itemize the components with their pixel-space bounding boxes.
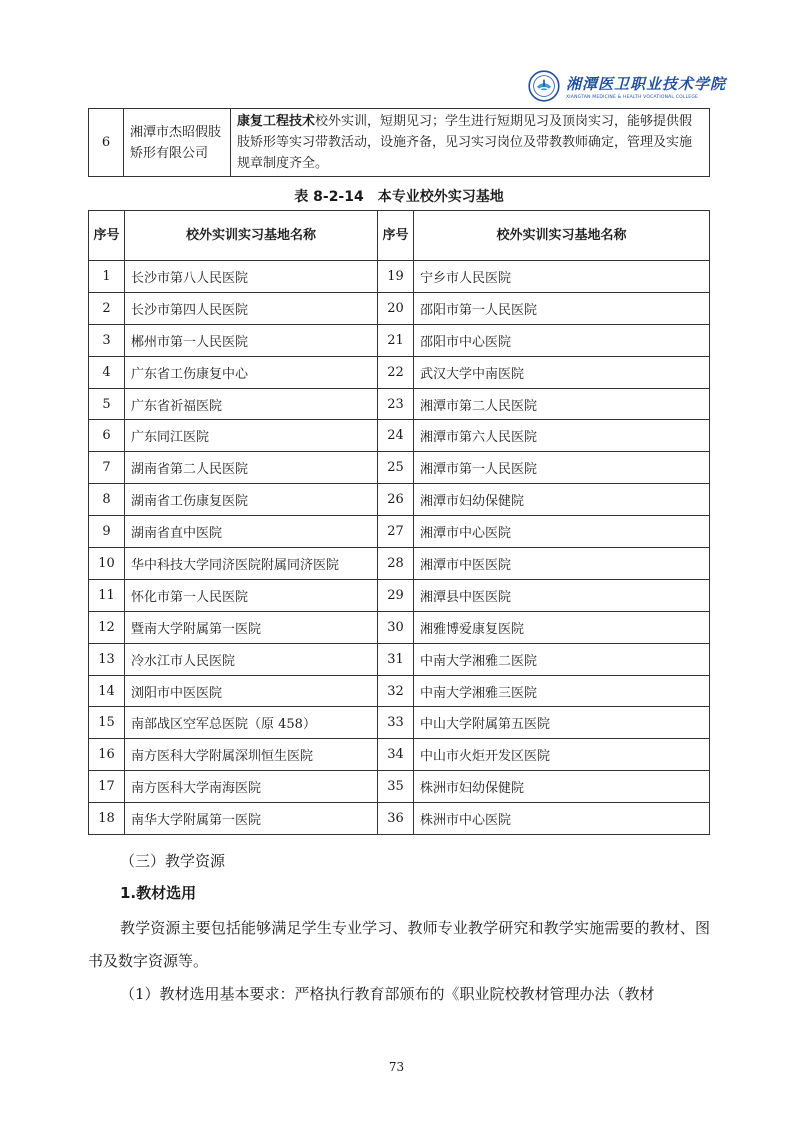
row-number: 12 [89,611,125,643]
table-row [89,516,710,548]
row-number-2: 23 [378,388,414,420]
row-number-2: 22 [378,356,414,388]
sub-heading: 1.教材选用 [120,884,197,902]
base-name: 广东省工伤康复中心 [125,356,378,388]
base-name-2: 株洲市妇幼保健院 [414,771,710,803]
table-row [89,261,710,293]
row-number-2: 32 [378,675,414,707]
table-caption: 表 8-2-14 本专业校外实习基地 [294,189,504,205]
table-row [89,109,710,177]
table-row [89,388,710,420]
row-number: 4 [89,356,125,388]
table-row [89,739,710,771]
section-heading: （三）教学资源 [120,852,226,870]
base-name: 湘潭市杰昭假肢矫形有限公司 [124,109,231,177]
base-name-2: 株洲市中心医院 [414,803,710,835]
internship-base-table [88,210,710,835]
logo-title: 湘潭医卫职业技术学院 [565,74,726,93]
row-number: 6 [89,109,124,177]
base-name-2: 湘雅博爱康复医院 [414,611,710,643]
base-name: 长沙市第八人民医院 [125,261,378,293]
header-name: 校外实训实习基地名称 [125,211,378,261]
table-row [89,803,710,835]
base-name: 长沙市第四人民医院 [125,292,378,324]
row-number-2: 36 [378,803,414,835]
row-number: 14 [89,675,125,707]
table-header-row [89,211,710,261]
base-name-2: 武汉大学中南医院 [414,356,710,388]
table-row [89,452,710,484]
row-number-2: 28 [378,548,414,580]
row-number-2: 20 [378,292,414,324]
row-number-2: 31 [378,643,414,675]
header-num-2: 序号 [378,211,414,261]
base-name: 怀化市第一人民医院 [125,579,378,611]
continued-base-table [88,108,710,177]
base-name-2: 湘潭市第六人民医院 [414,420,710,452]
base-name-2: 中山大学附属第五医院 [414,707,710,739]
base-name: 湖南省工伤康复医院 [125,484,378,516]
base-name: 暨南大学附属第一医院 [125,611,378,643]
table-row [89,579,710,611]
row-number: 16 [89,739,125,771]
table-row [89,675,710,707]
row-number-2: 19 [378,261,414,293]
table-row [89,611,710,643]
table-row [89,548,710,580]
row-number-2: 34 [378,739,414,771]
base-name: 浏阳市中医医院 [125,675,378,707]
table-row [89,356,710,388]
page-number: 73 [388,1060,405,1074]
base-name: 南部战区空军总医院（原 458） [125,707,378,739]
row-number: 8 [89,484,125,516]
college-emblem-icon [528,67,560,105]
table-row [89,707,710,739]
base-name-2: 湘潭市妇幼保健院 [414,484,710,516]
row-number-2: 21 [378,324,414,356]
row-number-2: 27 [378,516,414,548]
paragraph-2: （1）教材选用基本要求：严格执行教育部颁布的《职业院校教材管理办法（教材 [120,985,655,1003]
row-number-2: 30 [378,611,414,643]
base-name-2: 中山市火炬开发区医院 [414,739,710,771]
row-number: 18 [89,803,125,835]
row-number: 5 [89,388,125,420]
table-row [89,292,710,324]
row-number-2: 26 [378,484,414,516]
base-name: 冷水江市人民医院 [125,643,378,675]
row-number: 15 [89,707,125,739]
base-name: 广东省祈福医院 [125,388,378,420]
base-name-2: 中南大学湘雅三医院 [414,675,710,707]
base-name: 南方医科大学南海医院 [125,771,378,803]
table-row [89,643,710,675]
row-number-2: 25 [378,452,414,484]
base-name: 广东同江医院 [125,420,378,452]
row-number: 1 [89,261,125,293]
header-num: 序号 [89,211,125,261]
table-row [89,324,710,356]
base-name-2: 中南大学湘雅二医院 [414,643,710,675]
base-name-2: 湘潭市中医医院 [414,548,710,580]
table-row [89,420,710,452]
paragraph: 教学资源主要包括能够满足学生专业学习、教师专业教学研究和教学实施需要的教材、图书及数字资源等。 [88,919,710,970]
base-name: 南方医科大学附属深圳恒生医院 [125,739,378,771]
row-number: 9 [89,516,125,548]
row-number-2: 35 [378,771,414,803]
college-logo [528,66,726,106]
row-number-2: 33 [378,707,414,739]
row-number: 6 [89,420,125,452]
base-name-2: 宁乡市人民医院 [414,261,710,293]
table-row [89,484,710,516]
base-name-2: 湘潭市第一人民医院 [414,452,710,484]
base-name-2: 邵阳市第一人民医院 [414,292,710,324]
base-name: 华中科技大学同济医院附属同济医院 [125,548,378,580]
row-number: 7 [89,452,125,484]
header-name-2: 校外实训实习基地名称 [414,211,710,261]
base-description [231,109,710,177]
description-text: 校外实训，短期见习；学生进行短期见习及顶岗实习，能够提供假肢矫形等实习带教活动，设施齐备，见习实习岗位及带教教师确定，管理及实施规章制度齐全。 [237,114,693,171]
row-number: 2 [89,292,125,324]
base-name: 湖南省直中医院 [125,516,378,548]
table-row [89,771,710,803]
row-number-2: 24 [378,420,414,452]
base-name: 湖南省第二人民医院 [125,452,378,484]
base-name-2: 湘潭市第二人民医院 [414,388,710,420]
base-name-2: 邵阳市中心医院 [414,324,710,356]
row-number: 17 [89,771,125,803]
row-number: 13 [89,643,125,675]
row-number-2: 29 [378,579,414,611]
row-number: 3 [89,324,125,356]
base-name: 郴州市第一人民医院 [125,324,378,356]
row-number: 11 [89,579,125,611]
major-name: 康复工程技术 [237,114,316,129]
base-name-2: 湘潭市中心医院 [414,516,710,548]
logo-subtitle: XIANGTAN MEDICINE & HEALTH VOCATIONAL COLLEGE [565,94,699,100]
base-name: 南华大学附属第一医院 [125,803,378,835]
row-number: 10 [89,548,125,580]
base-name-2: 湘潭县中医医院 [414,579,710,611]
